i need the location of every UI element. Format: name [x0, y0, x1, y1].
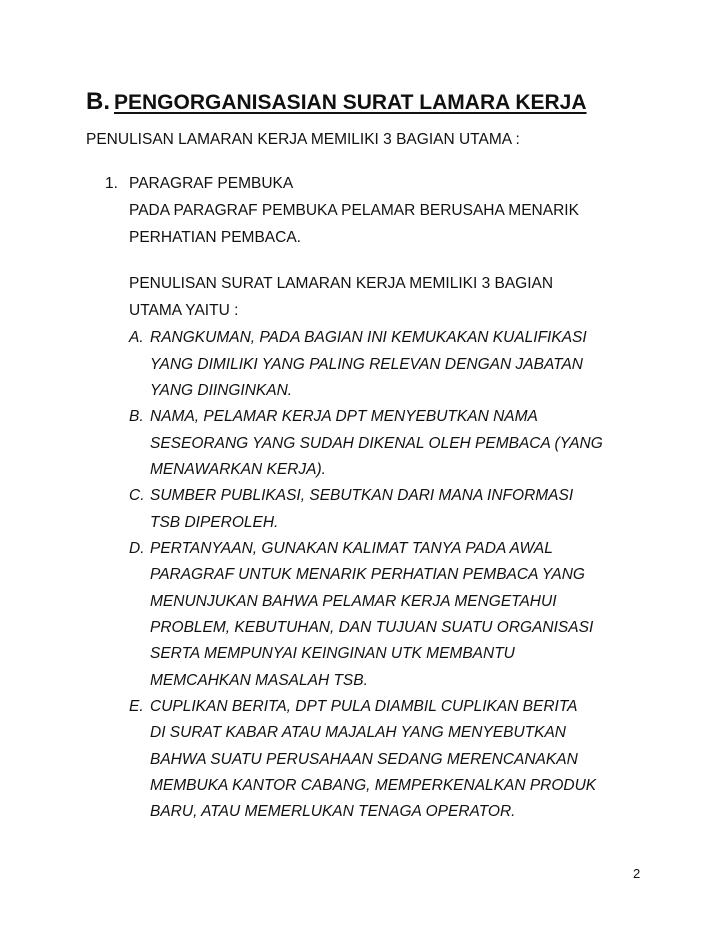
- subintro-line: UTAMA YAITU :: [129, 302, 239, 319]
- subitem-letter: C.: [129, 487, 145, 504]
- subitem-line: MEMBUKA KANTOR CABANG, MEMPERKENALKAN PRODUK: [150, 777, 597, 794]
- subitem-letter: D.: [129, 540, 145, 557]
- subitem-line: PERTANYAAN, GUNAKAN KALIMAT TANYA PADA AWAL: [150, 540, 553, 557]
- item-desc-line: PADA PARAGRAF PEMBUKA PELAMAR BERUSAHA MENARIK: [129, 202, 579, 219]
- subitem-line: CUPLIKAN BERITA, DPT PULA DIAMBIL CUPLIKAN BERITA: [150, 698, 578, 715]
- subitem-line: BARU, ATAU MEMERLUKAN TENAGA OPERATOR.: [150, 803, 516, 820]
- subitem-line: MENAWARKAN KERJA).: [150, 461, 326, 478]
- subitem-line: NAMA, PELAMAR KERJA DPT MENYEBUTKAN NAMA: [150, 408, 538, 425]
- subitem-letter: E.: [129, 698, 144, 715]
- subitem-line: BAHWA SUATU PERUSAHAAN SEDANG MERENCANAKAN: [150, 751, 578, 768]
- item-title: PARAGRAF PEMBUKA: [129, 175, 294, 192]
- subitem-line: DI SURAT KABAR ATAU MAJALAH YANG MENYEBUTKAN: [150, 724, 567, 741]
- subitem-line: SERTA MEMPUNYAI KEINGINAN UTK MEMBANTU: [150, 645, 515, 662]
- section-letter: B.: [86, 88, 110, 115]
- item-number: 1.: [105, 175, 118, 192]
- subitem-line: SESEORANG YANG SUDAH DIKENAL OLEH PEMBACA (YANG: [150, 435, 603, 452]
- subitem-line: YANG DIINGINKAN.: [150, 382, 293, 399]
- item-desc-line: PERHATIAN PEMBACA.: [129, 229, 301, 246]
- subintro-line: PENULISAN SURAT LAMARAN KERJA MEMILIKI 3 BAGIAN: [129, 275, 554, 292]
- subitem-line: SUMBER PUBLIKASI, SEBUTKAN DARI MANA INFORMASI: [150, 487, 574, 504]
- subitem-letter: B.: [129, 408, 144, 425]
- subitem-letter: A.: [129, 329, 144, 346]
- subitem-line: YANG DIMILIKI YANG PALING RELEVAN DENGAN JABATAN: [150, 356, 583, 373]
- intro-text: PENULISAN LAMARAN KERJA MEMILIKI 3 BAGIAN UTAMA :: [86, 131, 520, 148]
- section-title: PENGORGANISASIAN SURAT LAMARA KERJA: [114, 91, 587, 114]
- subitem-line: TSB DIPEROLEH.: [150, 514, 279, 531]
- section-heading: [86, 88, 587, 116]
- subitem-line: MENUNJUKAN BAHWA PELAMAR KERJA MENGETAHUI: [150, 593, 557, 610]
- page-number: 2: [633, 866, 641, 881]
- subitem-line: PROBLEM, KEBUTUHAN, DAN TUJUAN SUATU ORGANISASI: [150, 619, 594, 636]
- subitem-line: RANGKUMAN, PADA BAGIAN INI KEMUKAKAN KUALIFIKASI: [150, 329, 587, 346]
- subitem-line: MEMCAHKAN MASALAH TSB.: [150, 672, 368, 689]
- subitem-line: PARAGRAF UNTUK MENARIK PERHATIAN PEMBACA YANG: [150, 566, 585, 583]
